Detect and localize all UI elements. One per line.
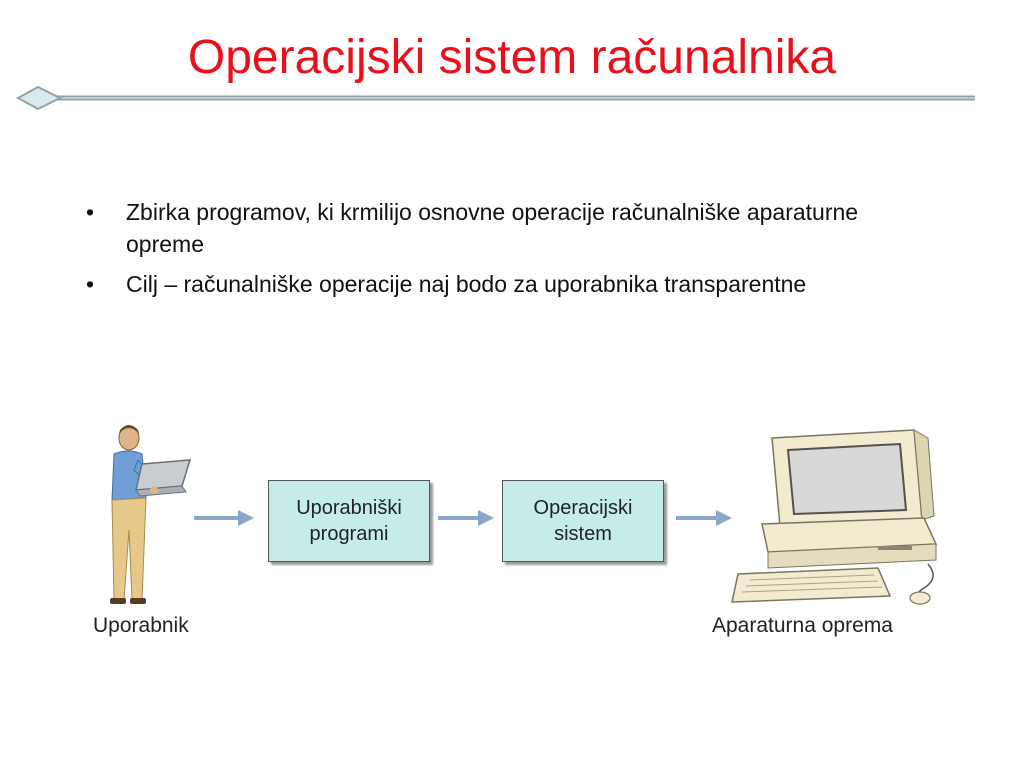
bullet-list	[86, 196, 926, 308]
bullet-marker: •	[86, 199, 95, 225]
bullet-text: Cilj – računalniške operacije naj bodo za uporabnika transparentne	[126, 271, 807, 297]
os-diagram	[0, 410, 1024, 650]
bullet-marker: •	[86, 271, 95, 297]
user-figure-icon	[96, 420, 206, 610]
arrow-right-icon	[192, 508, 258, 528]
bullet-text: Zbirka programov, ki krmilijo osnovne operacije računalniške aparaturne opreme	[126, 199, 859, 257]
operating-system-label: Operacijski sistem	[533, 497, 633, 545]
bullet-item	[86, 196, 926, 260]
diamond-ornament	[18, 87, 60, 109]
user-programs-box	[268, 480, 430, 562]
operating-system-box	[502, 480, 664, 562]
bullet-item	[86, 268, 926, 300]
hardware-caption: Aparaturna oprema	[712, 614, 893, 637]
title-divider	[0, 80, 1024, 120]
arrow-right-icon	[674, 508, 736, 528]
user-programs-label: Uporabniški programi	[296, 497, 402, 545]
user-caption: Uporabnik	[93, 614, 189, 637]
computer-hardware-icon	[728, 428, 944, 606]
arrow-right-icon	[436, 508, 498, 528]
slide-title: Operacijski sistem računalnika	[187, 31, 837, 84]
